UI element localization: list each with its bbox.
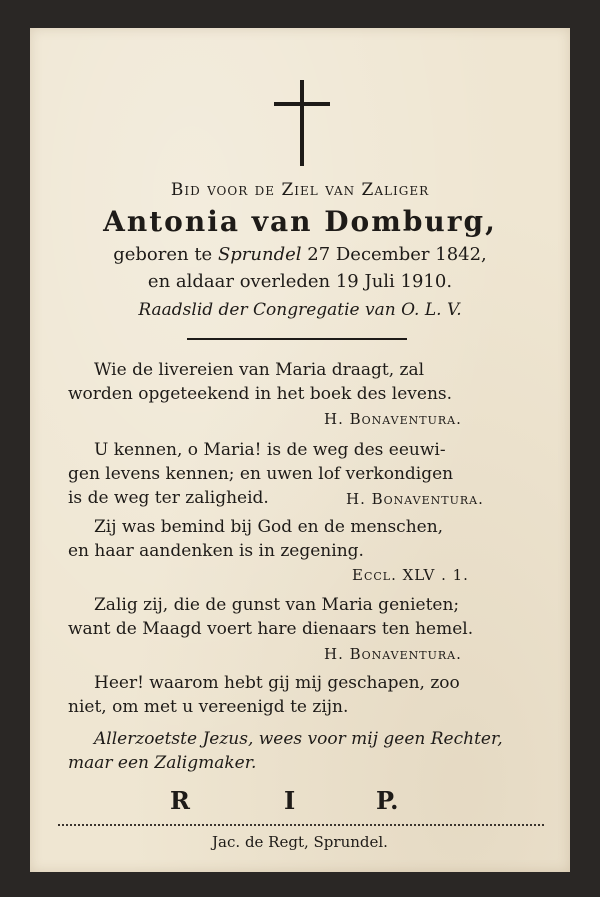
divider	[187, 338, 407, 340]
birth-place: Sprundel	[217, 244, 302, 265]
verse-3-line-1: Zij was bemind bij God en de menschen,	[94, 517, 444, 537]
death-line: en aldaar overleden 19 Juli 1910.	[147, 271, 453, 292]
prayer-heading: Bid voor de Ziel van Zaliger	[170, 180, 430, 200]
birth-line	[0, 244, 600, 265]
verse-1-line-2: worden opgeteekend in het boek des levens.	[68, 384, 453, 404]
verse-4-line-2: want de Maagd voert hare dienaars ten hemel.	[68, 619, 474, 639]
verse-5-line-2: niet, om met u vereenigd te zijn.	[68, 697, 349, 717]
rip-p: P.	[376, 786, 399, 815]
birth-prefix: geboren te	[113, 244, 218, 265]
rip-r: R	[170, 786, 190, 815]
deceased-name: Antonia van Domburg,	[103, 205, 497, 238]
rip-i: I	[284, 786, 296, 815]
verse-5-line-1: Heer! waarom hebt gij mij geschapen, zoo	[94, 673, 460, 693]
verse-4-source: H. Bonaventura.	[324, 645, 462, 663]
verse-6-line-1: Allerzoetste Jezus, wees voor mij geen Rechter,	[94, 729, 503, 749]
title-line: Raadslid der Congregatie van O. L. V.	[138, 300, 462, 320]
birth-date: 27 December 1842,	[301, 244, 487, 265]
verse-4-line-1: Zalig zij, die de gunst van Maria genieten;	[94, 595, 460, 615]
verse-2-line-1: U kennen, o Maria! is de weg des eeuwi-	[94, 440, 446, 460]
printer-credit: Jac. de Regt, Sprundel.	[212, 833, 388, 851]
verse-2-line-3: is de weg ter zaligheid.	[68, 488, 269, 508]
verse-2-line-2: gen levens kennen; en uwen lof verkondigen	[68, 464, 454, 484]
verse-1-line-1: Wie de livereien van Maria draagt, zal	[94, 360, 425, 380]
verse-3-line-2: en haar aandenken is in zegening.	[68, 541, 364, 561]
verse-2-source: H. Bonaventura.	[346, 490, 484, 508]
verse-1-source: H. Bonaventura.	[324, 410, 462, 428]
footer-divider	[58, 824, 544, 826]
cross-icon	[274, 80, 330, 166]
verse-3-source: Eccl. XLV . 1.	[352, 566, 469, 584]
verse-6-line-2: maar een Zaligmaker.	[68, 753, 257, 773]
